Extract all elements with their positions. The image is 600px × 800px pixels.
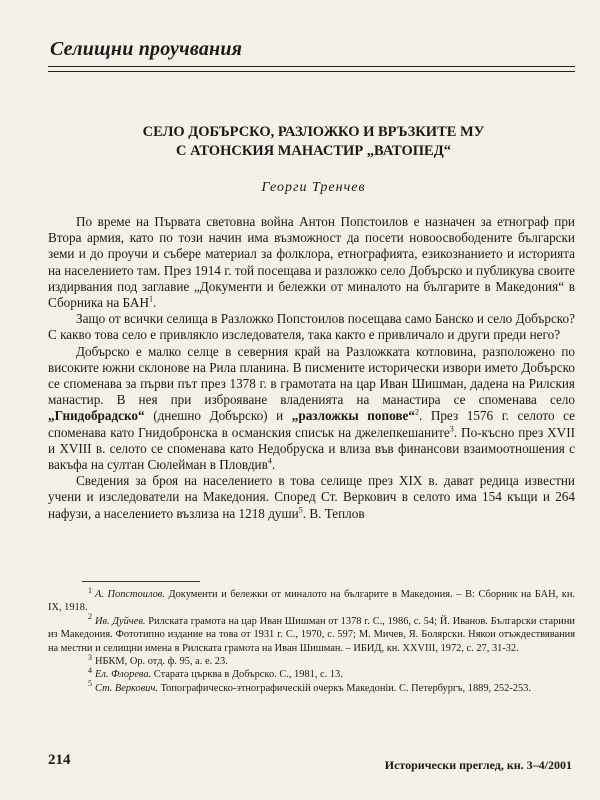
journal-footer: Исторически преглед, кн. 3–4/2001 [384, 758, 572, 772]
article-title-line-2: С АТОНСКИЯ МАНАСТИР „ВАТОПЕД“ [176, 143, 451, 159]
header-rule-bottom [48, 71, 575, 72]
footnote-ref-5[interactable]: 5 [298, 505, 303, 515]
footnote: $^4$ Ел. Флорева. Старата църква в Добърско. С., 1981, с. 13. [88, 665, 343, 681]
footnotes-rule [82, 581, 200, 582]
paragraph-1: По време на Първата световна война Антон Попстоилов е назначен за етнограф при Втора армия, като по този начин има възможност да посети новоосвободените български земи и до проучи и събере материал за фолклора, етнографията, езикознанието и историята на населението там. През 1914 г. той посещава и разложко село Добърско и публикува своите издирвания под заглавие „Документи и бележки от миналото на българите в Македония“ в Сборника на БАН$^1$. [48, 214, 575, 311]
footnote: $^3$ НБКМ, Ор. отд. ф. 95, а. е. 23. [88, 652, 228, 668]
footnote-ref-3[interactable]: 3 [449, 424, 454, 434]
section-title: Селищни проучвания [50, 38, 243, 60]
footnote: $^1$ А. Попстоилов. Документи и бележки от миналото на българите в Македония. – В: Сборник на БАН, кн. IX, 1918. [48, 585, 575, 614]
paragraph-3: Добърско е малко селце в северния край на Разложката котловина, разположено по високите южни склонове на Рила планина. В писмените исторически извори името Добърско се споменава за първи път през 1378 г. в грамотата на цар Иван Шишман, дадена на Рилския манастир. В нея при изброяване владенията на манастира се споменава село „Гнидобрадско“ (днешно Добърско) и „разложкы попове“$^2$. През 1576 г. селото се споменава като Гнидобронска в османския списък на джелепкешаните$^3$. По-късно през XVII и XVIII в. селото се споменава като Недобруска и влиза във финансови взаимоотношения с вакъфа на султан Сюлейман в Пловдив$^4$. [48, 343, 575, 473]
header-rule-top [48, 66, 575, 67]
footnote: $^2$ Ив. Дуйчев. Рилската грамота на цар Иван Шишман от 1378 г. С., 1986, с. 54; Й. Иванов. Български старини из Македония. Фототипно издание на това от 1931 г. С., 1970, с. 597; М. Мичев, Я. Болярски. Някои отъждествявания на местни и селищни имена в Рилската грамота на Иван Шишман. – ИБИД, кн. XXVIII, 1972, с. 27, 31-32. [48, 612, 575, 654]
footnotes [48, 585, 575, 695]
page-number: 214 [48, 752, 71, 768]
article-body [48, 214, 575, 522]
footnote-ref-4[interactable]: 4 [267, 456, 272, 466]
paragraph-4: Сведения за броя на населението в това селище през XIX в. дават редица известни учени и изследователи на Македония. Според Ст. Веркович в селото има 154 къщи и 264 нафузи, а населението възлиза на 1218 души$^5$. В. Теплов [48, 473, 575, 521]
article-title-line-1: СЕЛО ДОБЪРСКО, РАЗЛОЖКО И ВРЪЗКИТЕ МУ [142, 124, 485, 140]
article-author: Георги Тренчев [261, 180, 366, 195]
paragraph-2: Защо от всички селища в Разложко Попстоилов посещава само Банско и село Добърско? С какво това село е привлякло изследователя, така както е привличало и други преди него? [48, 311, 575, 343]
footnote: $^5$ Ст. Веркович. Топографическо-этнографическiй очеркъ Македонiи. С. Петербургъ, 1889, 252-253. [88, 679, 531, 694]
footnote-ref-1[interactable]: 1 [148, 294, 153, 304]
footnote-ref-2[interactable]: 2 [414, 408, 419, 418]
